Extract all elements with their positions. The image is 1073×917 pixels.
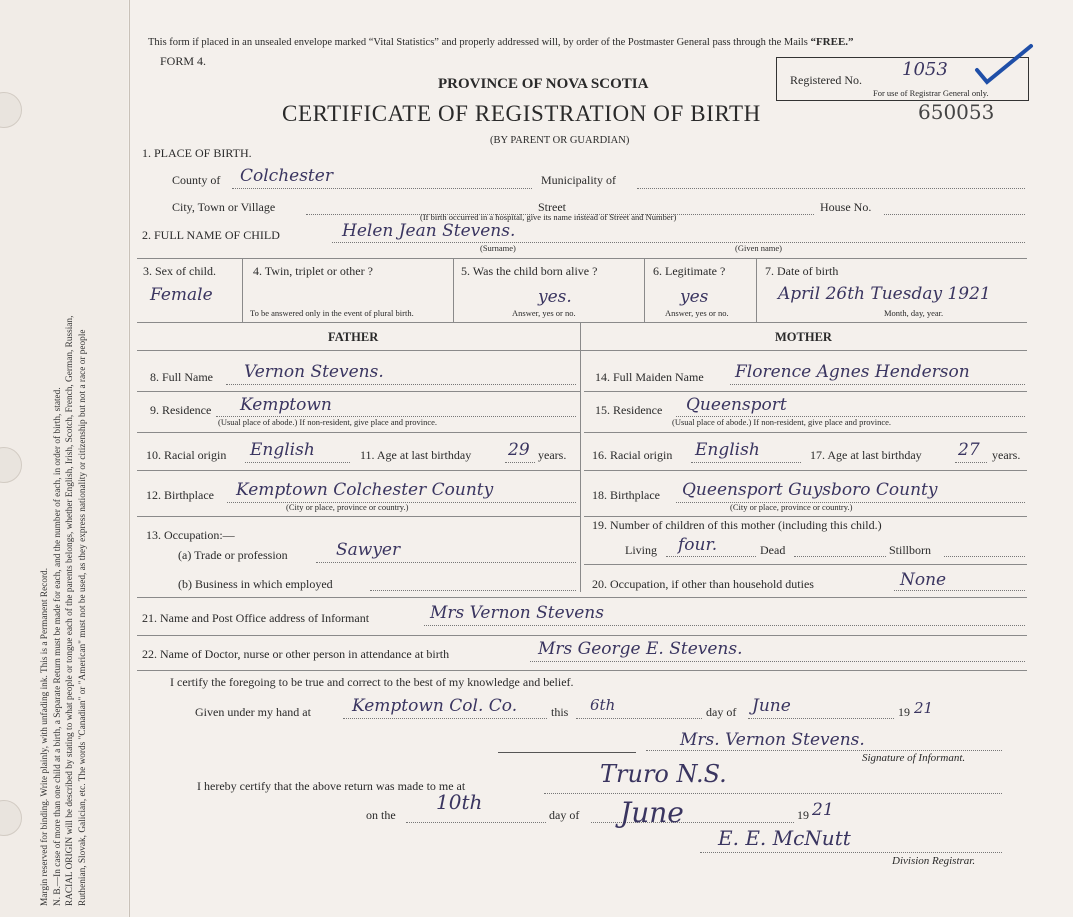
punch-hole	[0, 92, 22, 128]
free-label: “FREE.”	[810, 36, 854, 48]
father-business-line	[370, 590, 576, 591]
birth-date-note: Month, day, year.	[884, 308, 944, 318]
registrar-signature-line	[700, 852, 1002, 853]
county-line	[232, 188, 532, 189]
legit-note: Answer, yes or no.	[665, 308, 729, 318]
row-rule	[137, 350, 1027, 351]
county-value: Colchester	[240, 166, 333, 186]
margin-line: Ruthenian, Slovak, Galician, etc. The words "Canadian" or "American" must not be used, as they express nationality or citizenship but not a race or people	[77, 329, 88, 906]
mother-age-line	[955, 462, 987, 463]
father-birthplace-label: 12. Birthplace	[146, 488, 214, 502]
registrar-note: For use of Registrar General only.	[873, 88, 989, 98]
registrar-day-value: 10th	[436, 790, 483, 814]
mother-children-label: 19. Number of children of this mother (including this child.)	[592, 518, 882, 532]
mother-name-value: Florence Agnes Henderson	[735, 362, 970, 382]
cell-divider	[756, 258, 757, 322]
father-heading: FATHER	[328, 330, 379, 344]
father-age-line	[505, 462, 535, 463]
given-place-line	[343, 718, 547, 719]
father-age-unit: years.	[538, 448, 567, 462]
mother-name-label: 14. Full Maiden Name	[595, 370, 704, 384]
father-business-label: (b) Business in which employed	[178, 577, 333, 591]
mother-racial-line	[691, 462, 801, 463]
margin-line: N. B.—In case of more than one child at a birth, a Separate Return must be made for each, and the number of each, in order of birth, stated.	[52, 387, 63, 906]
day-of-label: day of	[706, 705, 737, 719]
month-value: June	[752, 696, 791, 716]
father-residence-value: Kemptown	[240, 395, 332, 415]
row-rule	[137, 391, 580, 392]
mother-racial-label: 16. Racial origin	[592, 448, 673, 462]
stillborn-label: Stillborn	[889, 543, 932, 557]
row-rule	[584, 564, 1027, 565]
registrar-month-value: June	[620, 796, 684, 829]
informant-signature-caption: Signature of Informant.	[862, 752, 966, 764]
postal-notice-text: This form if placed in an unsealed envelope marked “Vital Statistics” and properly addressed will, by order of the Postmaster General pass through the Mails	[148, 37, 808, 48]
short-rule	[498, 752, 636, 753]
father-trade-value: Sawyer	[336, 540, 401, 560]
father-racial-value: English	[250, 440, 315, 460]
registrar-place-line	[544, 793, 1002, 794]
house-label: House No.	[820, 200, 872, 214]
mother-occupation-line	[894, 590, 1025, 591]
binding-margin	[0, 0, 128, 917]
stillborn-line	[944, 556, 1025, 557]
registrar-year-value: 21	[812, 800, 834, 820]
alive-label: 5. Was the child born alive ?	[461, 264, 598, 278]
row-rule	[137, 322, 1027, 323]
twin-label: 4. Twin, triplet or other ?	[253, 264, 373, 278]
surname-note: (Surname)	[480, 243, 516, 253]
birth-date-value: April 26th Tuesday 1921	[778, 284, 991, 304]
row-rule	[584, 432, 1027, 433]
birth-date-label: 7. Date of birth	[765, 264, 839, 278]
row-rule	[137, 470, 580, 471]
attendant-line	[530, 661, 1025, 662]
house-line	[884, 214, 1025, 215]
form-number: FORM 4.	[160, 54, 207, 68]
row-rule	[137, 258, 1027, 259]
sex-label: 3. Sex of child.	[143, 264, 216, 278]
on-the-label: on the	[366, 808, 396, 822]
given-note: (Given name)	[735, 243, 782, 253]
legit-value: yes	[680, 287, 709, 307]
living-label: Living	[625, 543, 657, 557]
certification-statement: I certify the foregoing to be true and correct to the best of my knowledge and belief.	[170, 675, 574, 689]
cell-divider	[453, 258, 454, 322]
row-rule	[137, 670, 1027, 671]
cell-divider	[644, 258, 645, 322]
father-age-label: 11. Age at last birthday	[360, 448, 472, 462]
mother-occupation-label: 20. Occupation, if other than household duties	[592, 577, 814, 591]
row-rule	[584, 391, 1027, 392]
row-rule	[137, 516, 580, 517]
given-label: Given under my hand at	[195, 705, 311, 719]
father-birthplace-value: Kemptown Colchester County	[236, 480, 494, 500]
month-line	[748, 718, 894, 719]
margin-instructions	[39, 6, 89, 906]
mother-birthplace-note: (City or place, province or country.)	[730, 502, 853, 512]
mother-racial-value: English	[695, 440, 760, 460]
page-subtitle: (BY PARENT OR GUARDIAN)	[490, 135, 630, 146]
this-label: this	[551, 705, 569, 719]
legit-label: 6. Legitimate ?	[653, 264, 726, 278]
stamp-number: 650053	[918, 100, 995, 124]
registered-number: 1053	[902, 59, 948, 80]
alive-value: yes.	[538, 287, 572, 307]
punch-hole	[0, 447, 22, 483]
father-racial-label: 10. Racial origin	[146, 448, 227, 462]
row-rule	[584, 516, 1027, 517]
row-rule	[137, 635, 1027, 636]
mother-birthplace-label: 18. Birthplace	[592, 488, 660, 502]
father-name-value: Vernon Stevens.	[244, 362, 384, 382]
sex-value: Female	[150, 285, 213, 305]
father-racial-line	[245, 462, 350, 463]
mother-residence-note: (Usual place of abode.) If non-resident, give place and province.	[672, 417, 892, 427]
informant-label: 21. Name and Post Office address of Informant	[142, 611, 370, 625]
row-rule	[137, 597, 1027, 598]
margin-divider	[129, 0, 130, 917]
margin-line: Margin reserved for binding. Write plainly, with unfading ink. This is a Permanent Record.	[40, 567, 50, 906]
living-value: four.	[678, 535, 718, 555]
mother-birthplace-value: Queensport Guysboro County	[682, 480, 938, 500]
row-rule	[584, 470, 1027, 471]
hospital-note: (If birth occurred in a hospital, give its name instead of Street and Number)	[420, 212, 677, 222]
year-value: 21	[914, 699, 934, 717]
dead-label: Dead	[760, 543, 786, 557]
registrar-year-prefix: 19	[797, 808, 809, 822]
municipality-line	[637, 188, 1025, 189]
father-residence-label: 9. Residence	[150, 403, 212, 417]
checkmark-icon	[969, 40, 1039, 90]
father-name-label: 8. Full Name	[150, 370, 213, 384]
postal-notice	[148, 36, 854, 48]
punch-hole	[0, 800, 22, 836]
alive-note: Answer, yes or no.	[512, 308, 576, 318]
street-label: Street	[538, 200, 566, 214]
father-birthplace-note: (City or place, province or country.)	[286, 502, 409, 512]
registrar-day-line	[406, 822, 546, 823]
day-line	[576, 718, 702, 719]
registrar-signature: E. E. McNutt	[718, 826, 851, 850]
child-name-label: 2. FULL NAME OF CHILD	[142, 228, 280, 242]
father-occupation-label: 13. Occupation:—	[146, 528, 235, 542]
mother-age-value: 27	[958, 440, 980, 460]
living-line	[666, 556, 756, 557]
county-label: County of	[172, 173, 221, 187]
father-trade-line	[316, 562, 576, 563]
registrar-signature-caption: Division Registrar.	[892, 855, 976, 867]
father-age-value: 29	[508, 440, 530, 460]
mother-residence-value: Queensport	[686, 395, 787, 415]
given-place-value: Kemptown Col. Co.	[352, 696, 518, 716]
father-residence-note: (Usual place of abode.) If non-resident, give place and province.	[218, 417, 438, 427]
informant-signature: Mrs. Vernon Stevens.	[680, 730, 865, 750]
informant-value: Mrs Vernon Stevens	[430, 603, 604, 623]
day-value: 6th	[590, 696, 616, 714]
page-title: CERTIFICATE OF REGISTRATION OF BIRTH	[282, 101, 761, 126]
mother-name-line	[730, 384, 1025, 385]
attendant-label: 22. Name of Doctor, nurse or other person in attendance at birth	[142, 647, 450, 661]
cell-divider	[242, 258, 243, 322]
row-rule	[137, 432, 580, 433]
mother-age-unit: years.	[992, 448, 1021, 462]
child-name-line	[332, 242, 1025, 243]
registrar-place-value: Truro N.S.	[600, 760, 727, 788]
father-name-line	[226, 384, 576, 385]
father-mother-divider	[580, 322, 581, 592]
registered-label: Registered No.	[790, 73, 862, 87]
dead-line	[794, 556, 886, 557]
registrar-statement: I hereby certify that the above return was made to me at	[197, 779, 466, 793]
province-heading: PROVINCE OF NOVA SCOTIA	[438, 76, 649, 92]
mother-occupation-value: None	[900, 570, 947, 590]
margin-line: RACIAL ORIGIN will be described by stating to what people or tongue each of the parents belongs, whether English, Irish, Scotch, French, German, Russian,	[65, 315, 75, 906]
municipality-label: Municipality of	[541, 173, 616, 187]
registration-box	[776, 57, 1029, 101]
attendant-value: Mrs George E. Stevens.	[538, 639, 743, 659]
mother-residence-label: 15. Residence	[595, 403, 663, 417]
year-prefix: 19	[898, 705, 910, 719]
mother-heading: MOTHER	[775, 330, 832, 344]
informant-signature-line	[646, 750, 1002, 751]
father-trade-label: (a) Trade or profession	[178, 548, 288, 562]
mother-age-label: 17. Age at last birthday	[810, 448, 922, 462]
twin-note: To be answered only in the event of plural birth.	[250, 308, 414, 318]
city-label: City, Town or Village	[172, 200, 276, 214]
place-section-label: 1. PLACE OF BIRTH.	[142, 146, 252, 160]
registrar-day-of-label: day of	[549, 808, 580, 822]
child-name-value: Helen Jean Stevens.	[342, 221, 516, 241]
informant-line	[424, 625, 1025, 626]
